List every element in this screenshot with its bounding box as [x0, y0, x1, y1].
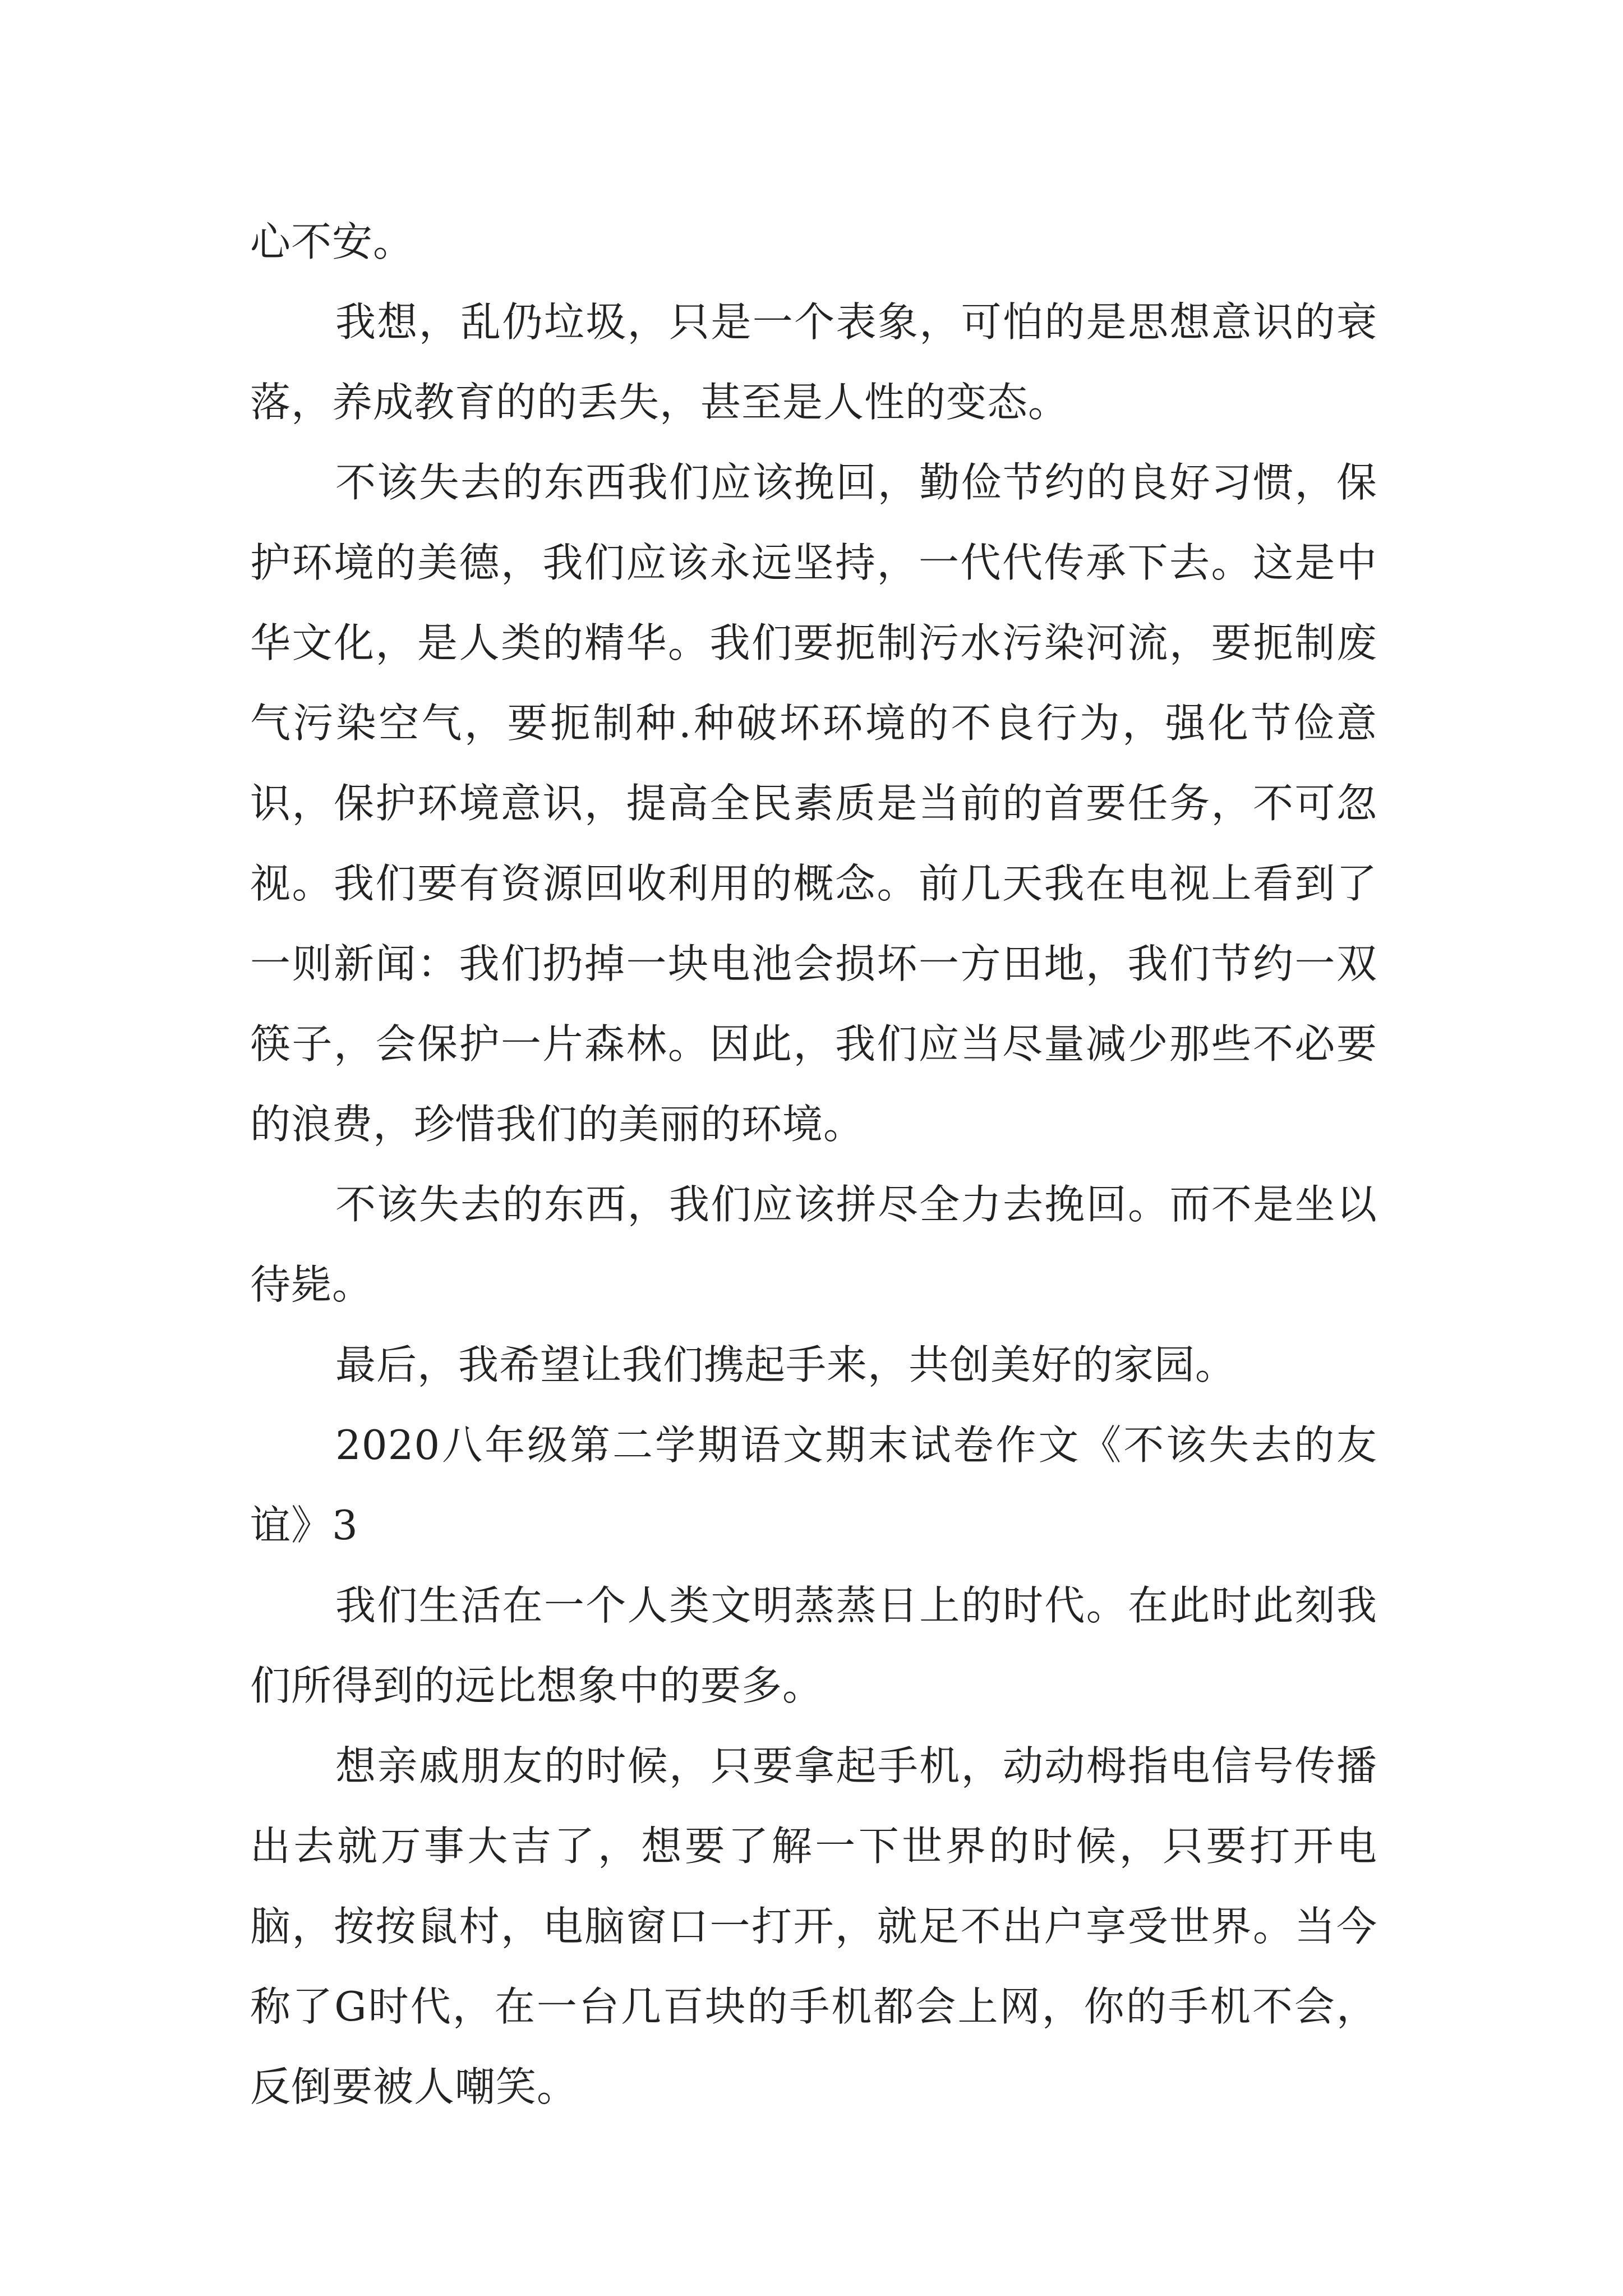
paragraph-2: 我想，乱仍垃圾，只是一个表象，可怕的是思想意识的衰落，养成教育的的丢失，甚至是人性的变态。 — [250, 298, 1377, 426]
paragraph-8: 想亲戚朋友的时候，只要拿起手机，动动栂指电信号传播出去就万事大吉了，想要了解一下世界的时候，只要打开电脑，按按鼠村，电脑窗口一打开，就足不出户享受世界。当今称了G时代，在一台几百块的手机都会上网，你的手机不会，反倒要被人嘲笑。 — [250, 1742, 1377, 2110]
paragraph-1: 心不安。 — [250, 218, 414, 265]
paragraph-3: 不该失去的东西我们应该挽回，勤俭节约的良好习惯，保护环境的美德，我们应该永远坚持，一代代传承下去。这是中华文化，是人类的精华。我们要扼制污水污染河流，要扼制废气污染空气，要扼制种.种破坏环境的不良行为，强化节俭意识，保护环境意识，提高全民素质是当前的首要任务，不可忽视。我们要有资源回收利用的概念。前几天我在电视上看到了一则新闻：我们扔掉一块电池会损坏一方田地，我们节约一双筷子，会保护一片森林。因此，我们应当尽量减少那些不必要的浪费，珍惜我们的美丽的环境。 — [250, 459, 1377, 1148]
paragraph-5: 最后，我希望让我们携起手来，共创美好的家园。 — [335, 1341, 1237, 1388]
document-body — [250, 202, 1377, 2127]
paragraph-4: 不该失去的东西，我们应该拼尽全力去挽回。而不是坐以待毙。 — [250, 1181, 1377, 1308]
essay-heading: 2020八年级第二学期语文期末试卷作文《不该失去的友谊》3 — [250, 1421, 1377, 1549]
paragraph-7: 我们生活在一个人类文明蒸蒸日上的时代。在此时此刻我们所得到的远比想象中的要多。 — [250, 1582, 1377, 1709]
